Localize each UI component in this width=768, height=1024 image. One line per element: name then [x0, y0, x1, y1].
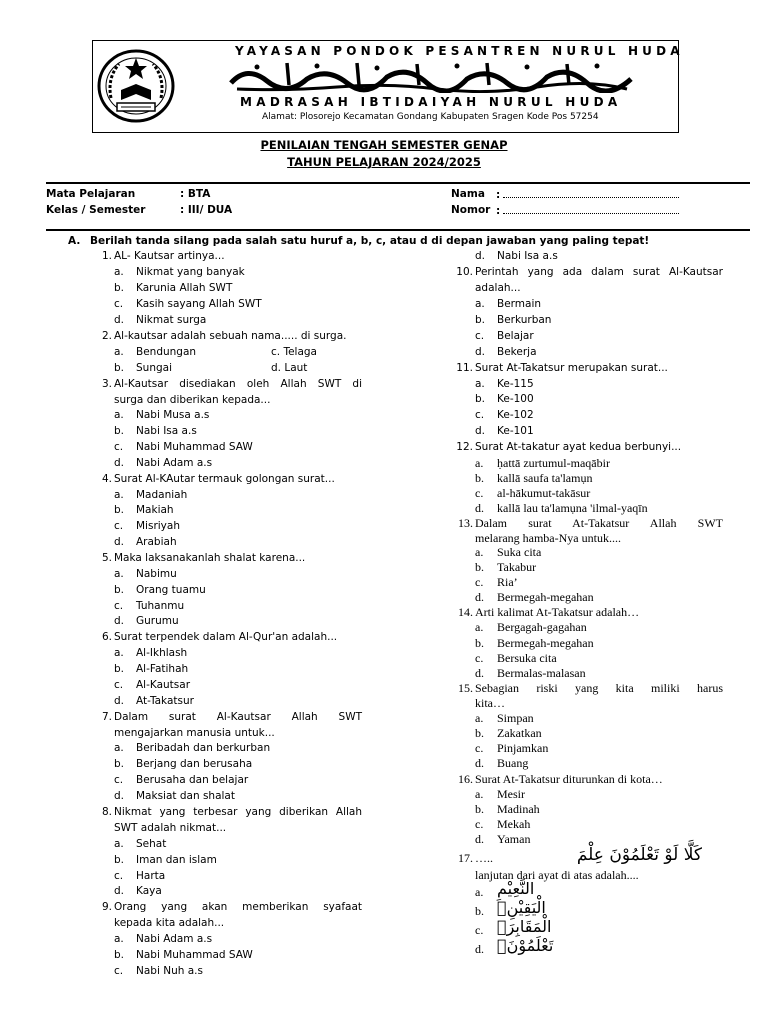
school-emblem-icon: [97, 48, 175, 124]
class-value: : III/ DUA: [180, 204, 233, 216]
exam-title: PENILAIAN TENGAH SEMESTER GENAP: [260, 138, 508, 152]
question-7: 7. Dalam surat Al-Kautsar Allah SWT mengajarkan manusia untuk...: [101, 711, 362, 739]
name-label: Nama: [451, 188, 485, 200]
question-9: 9. Orang yang akan memberikan syafaat kepada kita adalah...: [101, 901, 362, 929]
name-field[interactable]: :: [496, 188, 679, 201]
question-13: 13. Dalam surat At-Takatsur Allah SWT melarang hamba-Nya untuk....: [458, 516, 723, 545]
number-label: Nomor: [451, 204, 491, 216]
question-15: 15. Sebagian riski yang kita miliki harus kita…: [458, 681, 723, 710]
class-label: Kelas / Semester: [46, 204, 146, 216]
question-3: 3. Al-Kautsar disediakan oleh Allah SWT di surga dan diberikan kepada...: [101, 378, 362, 406]
section-instruction: A. Berilah tanda silang pada salah satu huruf a, b, c, atau d di depan jawaban yang paling tepat!: [68, 235, 650, 247]
exam-year: TAHUN PELAJARAN 2024/2025: [287, 155, 481, 169]
arabic-calligraphy-logo: [227, 61, 635, 93]
question-17-arabic: كَلَّا لَوْ تَعْلَمُوْنَ عِلْمَ: [576, 845, 702, 865]
question-8: 8. Nikmat yang terbesar yang diberikan Allah SWT adalah nikmat...: [101, 806, 362, 834]
subject-value: : BTA: [180, 188, 211, 200]
divider-bottom: [46, 229, 750, 231]
divider-top: [46, 182, 750, 184]
option-2d[interactable]: d. Laut: [271, 362, 308, 374]
school-address: Alamat: Plosorejo Kecamatan Gondang Kabupaten Sragen Kode Pos 57254: [262, 112, 599, 122]
subject-label: Mata Pelajaran: [46, 188, 136, 200]
option-2c[interactable]: c. Telaga: [271, 346, 317, 358]
question-17-text: lanjutan dari ayat di atas adalah....: [475, 868, 639, 882]
school-name: MADRASAH IBTIDAIYAH NURUL HUDA: [240, 95, 622, 109]
exam-page: YAYASAN PONDOK PESANTREN NURUL HUDA MADRASAH IBTIDAIYAH NURUL HUDA Alamat: Plosorejo Kecamatan Gondang Kabupaten Sragen Kode Pos 57254 PENILAIAN TENGAH SEMESTER GENAP TAHUN PELAJARAN 2024/2025 Mata Pelajaran : BTA Kelas / Semester : III/ DUA Nama : Nomor : A. Berilah tanda silang pada salah satu huruf a, b, c, atau d di depan jawaban yang paling tepat! 1. AL- Kautsar artinya... a. Nikmat yang banyak b. Karunia Allah SWT c. Kasih sayang Allah SWT d. Nikmat surga 2. Al-kautsar adalah sebuah nama..... di surga. a. Bendungan b. Sungai c. Telaga d. Laut 3. Al-Kautsar disediakan oleh Allah SWT di surga dan diberikan kepada... a. Nabi Musa a.s b. Nabi Isa a.s c. Nabi Muhammad SAW d. Nabi Adam a.s 4. Surat Al-KAutar termauk golongan surat... a. Madaniah b. Makiah c. Misriyah d. Arabiah 5. Maka laksanakanlah shalat karena... a. Nabimu b. Orang tuamu c. Tuhanmu d. Gurumu 6. Surat terpendek dalam Al-Qur'an adalah... a. Al-Ikhlash b. Al-Fatihah c. Al-Kautsar d. At-Takatsur 7. Dalam surat Al-Kautsar Allah SWT mengajarkan manusia untuk... a. Beribadah dan berkurban b. Berjang dan berusaha c. Berusaha dan belajar d. Maksiat dan shalat 8. Nikmat yang terbesar yang diberikan Allah SWT adalah nikmat... a. Sehat b. Iman dan islam c. Harta d. Kaya 9. Orang yang akan memberikan syafaat kepada kita adalah... a. Nabi Adam a.s b. Nabi Muhammad SAW c. Nabi Nuh a.s d. Nabi Isa a.s 10. Perintah yang ada dalam surat Al-Kautsar adalah... a. Bermain b. Berkurban c. Belajar d. Bekerja 11. Surat At-Takatsur merupakan surat... a. Ke-115 b. Ke-100 c. Ke-102 d. Ke-101 12. Surat At-takatur ayat kedua berbunyi... a. ḥattā zurtumul-maqābir b. kallā saufa ta'lamụn c. al-hākumut-takāsur d. kallā lau ta'lamụna 'ilmal-yaqīn 13. Dalam surat At-Takatsur Allah SWT melarang hamba-Nya untuk.... a. Suka cita b. Takabur c. Ria’ d. Bermegah-megahan 14. Arti kalimat At-Takatsur adalah… a. Bergagah-gagahan b. Bermegah-megahan c. Bersuka cita d. Bermalas-malasan 15. Sebagian riski yang kita miliki harus kita… a. Simpan b. Zakatkan c. Pinjamkan d. Buang 16. Surat At-Takatsur diturunkan di kota… a. Mesir b. Madinah c. Mekah d. Yaman 17. ….. كَلَّا لَوْ تَعْلَمُوْنَ عِلْمَ lanjutan dari ayat di atas adalah.... a. النَّعِيْمِ b. الْيَقِيْنِۗ c. الْمَقَابِرَۗ d. تَعْلَمُوْنَۙ: [0, 0, 768, 1024]
number-field[interactable]: :: [496, 204, 679, 217]
question-10: 10. Perintah yang ada dalam surat Al-Kautsar adalah...: [456, 266, 723, 294]
foundation-name: YAYASAN PONDOK PESANTREN NURUL HUDA: [235, 44, 684, 58]
